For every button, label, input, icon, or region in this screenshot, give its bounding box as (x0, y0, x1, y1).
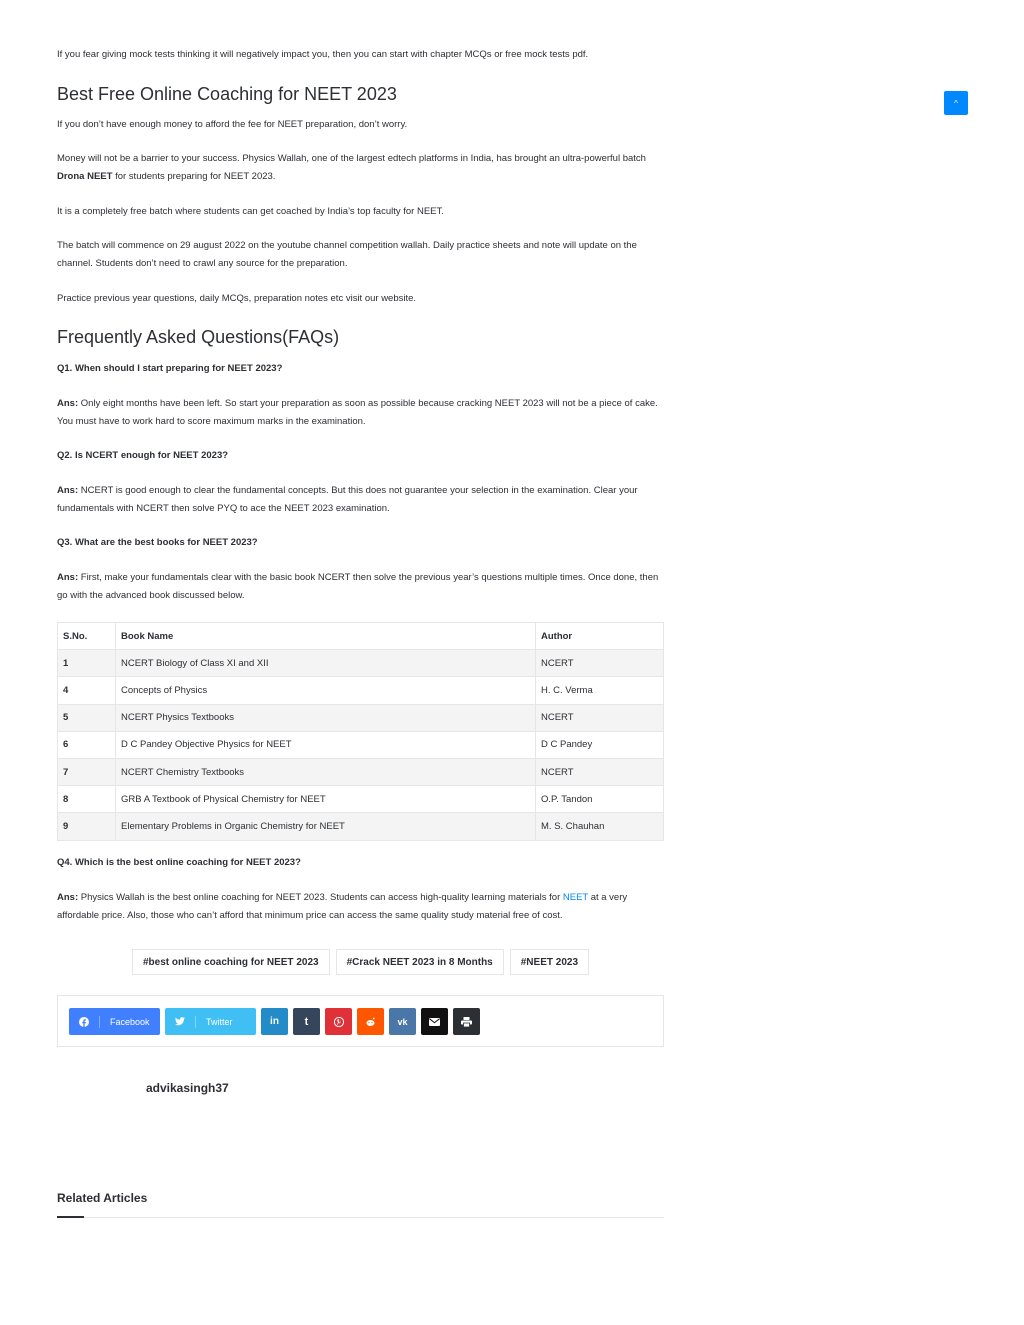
table-cell-book: NCERT Chemistry Textbooks (116, 758, 536, 785)
table-cell-author: NCERT (536, 704, 664, 731)
faq-question-1: Q1. When should I start preparing for NEET 2023? (57, 363, 283, 374)
share-tumblr-button[interactable] (293, 1008, 320, 1035)
table-row (58, 786, 664, 813)
share-twitter-button[interactable] (165, 1008, 256, 1035)
vk-icon: vk (397, 1016, 408, 1027)
table-cell-author: O.P. Tandon (536, 786, 664, 813)
share-print-button[interactable] (453, 1008, 480, 1035)
share-reddit-button[interactable] (357, 1008, 384, 1035)
table-cell-book: D C Pandey Objective Physics for NEET (116, 731, 536, 758)
neet-link[interactable]: NEET (562, 892, 589, 903)
tumblr-icon: t (304, 1015, 309, 1028)
share-vk-button[interactable] (389, 1008, 416, 1035)
table-cell-author: M. S. Chauhan (536, 813, 664, 840)
table-cell-sno: 8 (58, 786, 116, 813)
answer-text: Physics Wallah is the best online coaching for NEET 2023. Students can access high-quality learning materials for (78, 892, 563, 903)
table-cell-book: Concepts of Physics (116, 677, 536, 704)
coaching-paragraph-1: If you don’t have enough money to afford the fee for NEET preparation, don’t worry. (57, 119, 408, 130)
pinterest-icon (334, 1017, 344, 1027)
table-header-row (58, 623, 664, 650)
books-table (57, 622, 664, 841)
answer-text: First, make your fundamentals clear with the basic book NCERT then solve the previous year’s questions multiple times. Once done, then go with the advanced book discussed below. (57, 572, 659, 601)
table-cell-author: D C Pandey (536, 731, 664, 758)
facebook-icon (79, 1017, 89, 1027)
related-divider (57, 1217, 664, 1218)
share-pinterest-button[interactable] (325, 1008, 352, 1035)
related-divider-accent (57, 1216, 84, 1218)
table-header-book: Book Name (116, 623, 536, 650)
faq-answer-3 (57, 569, 664, 604)
table-row (58, 813, 664, 840)
share-linkedin-button[interactable] (261, 1008, 288, 1035)
coaching-paragraph-3: It is a completely free batch where students can get coached by India’s top faculty for NEET. (57, 206, 444, 217)
table-cell-sno: 9 (58, 813, 116, 840)
intro-paragraph: If you fear giving mock tests thinking it will negatively impact you, then you can start with chapter MCQs or free mock tests pdf. (57, 49, 589, 60)
table-cell-sno: 7 (58, 758, 116, 785)
faq-heading: Frequently Asked Questions(FAQs) (57, 327, 340, 347)
linkedin-icon: in (270, 1016, 279, 1027)
tag-neet-2023[interactable]: #NEET 2023 (510, 949, 589, 975)
coaching-paragraph-4: The batch will commence on 29 august 2022 on the youtube channel competition wallah. Daily practice sheets and note will update on the channel. Students don’t need to crawl any source for the preparation. (57, 240, 637, 269)
post-tags (57, 949, 664, 975)
table-cell-book: Elementary Problems in Organic Chemistry for NEET (116, 813, 536, 840)
table-cell-book: GRB A Textbook of Physical Chemistry for NEET (116, 786, 536, 813)
ans-label: Ans: (57, 572, 79, 583)
answer-text-end: at a very affordable price. Also, those who can’t afford that minimum price can access the same quality study material free of cost. (57, 892, 628, 921)
share-bar (57, 995, 664, 1047)
p2-text-end: for students preparing for NEET 2023. (112, 170, 276, 182)
facebook-label: Facebook (99, 1016, 150, 1028)
table-cell-sno: 6 (58, 731, 116, 758)
share-facebook-button[interactable] (69, 1008, 160, 1035)
ans-label: Ans: (57, 485, 79, 496)
table-cell-sno: 4 (58, 677, 116, 704)
twitter-label: Twitter (195, 1016, 233, 1028)
faq-answer-2 (57, 482, 664, 517)
table-cell-book: NCERT Biology of Class XI and XII (116, 650, 536, 677)
table-header-sno: S.No. (58, 623, 116, 650)
faq-question-2: Q2. Is NCERT enough for NEET 2023? (57, 450, 229, 461)
answer-text: Only eight months have been left. So start your preparation as soon as possible because cracking NEET 2023 will not be a piece of cake. You must have to work hard to score maximum marks in the examination. (57, 398, 658, 427)
reddit-icon (365, 1017, 376, 1027)
email-icon (429, 1018, 440, 1026)
share-email-button[interactable] (421, 1008, 448, 1035)
related-articles-title: Related Articles (57, 1191, 148, 1205)
table-row (58, 758, 664, 785)
scroll-to-top-button[interactable] (944, 91, 968, 115)
table-cell-book: NCERT Physics Textbooks (116, 704, 536, 731)
twitter-icon (175, 1017, 185, 1026)
table-cell-sno: 1 (58, 650, 116, 677)
table-cell-author: H. C. Verma (536, 677, 664, 704)
table-row (58, 731, 664, 758)
coaching-paragraph-2 (57, 150, 664, 185)
faq-answer-4 (57, 889, 664, 924)
table-cell-author: NCERT (536, 758, 664, 785)
drona-neet-bold: Drona NEET (57, 170, 113, 182)
faq-answer-1 (57, 395, 664, 430)
faq-question-4: Q4. Which is the best online coaching for NEET 2023? (57, 857, 301, 868)
table-cell-sno: 5 (58, 704, 116, 731)
p2-text-start: Money will not be a barrier to your success. Physics Wallah, one of the largest edtech platforms in India, has brought an ultra-powerful batch (57, 153, 646, 164)
table-row (58, 650, 664, 677)
table-row (58, 677, 664, 704)
table-cell-author: NCERT (536, 650, 664, 677)
tag-crack-neet[interactable]: #Crack NEET 2023 in 8 Months (336, 949, 504, 975)
faq-question-3: Q3. What are the best books for NEET 2023? (57, 537, 258, 548)
print-icon (461, 1017, 472, 1027)
coaching-heading: Best Free Online Coaching for NEET 2023 (57, 84, 397, 104)
ans-label: Ans: (57, 892, 79, 903)
ans-label: Ans: (57, 398, 79, 409)
answer-text: NCERT is good enough to clear the fundamental concepts. But this does not guarantee your selection in the examination. Clear your fundamentals with NCERT then solve PYQ to ace the NEET 2023 examination. (57, 485, 638, 514)
author-name[interactable]: advikasingh37 (146, 1081, 229, 1095)
chevron-up-icon: ^ (954, 98, 958, 108)
tag-best-online-coaching[interactable]: #best online coaching for NEET 2023 (132, 949, 330, 975)
coaching-paragraph-5: Practice previous year questions, daily MCQs, preparation notes etc visit our website. (57, 293, 417, 304)
table-row (58, 704, 664, 731)
table-header-author: Author (536, 623, 664, 650)
